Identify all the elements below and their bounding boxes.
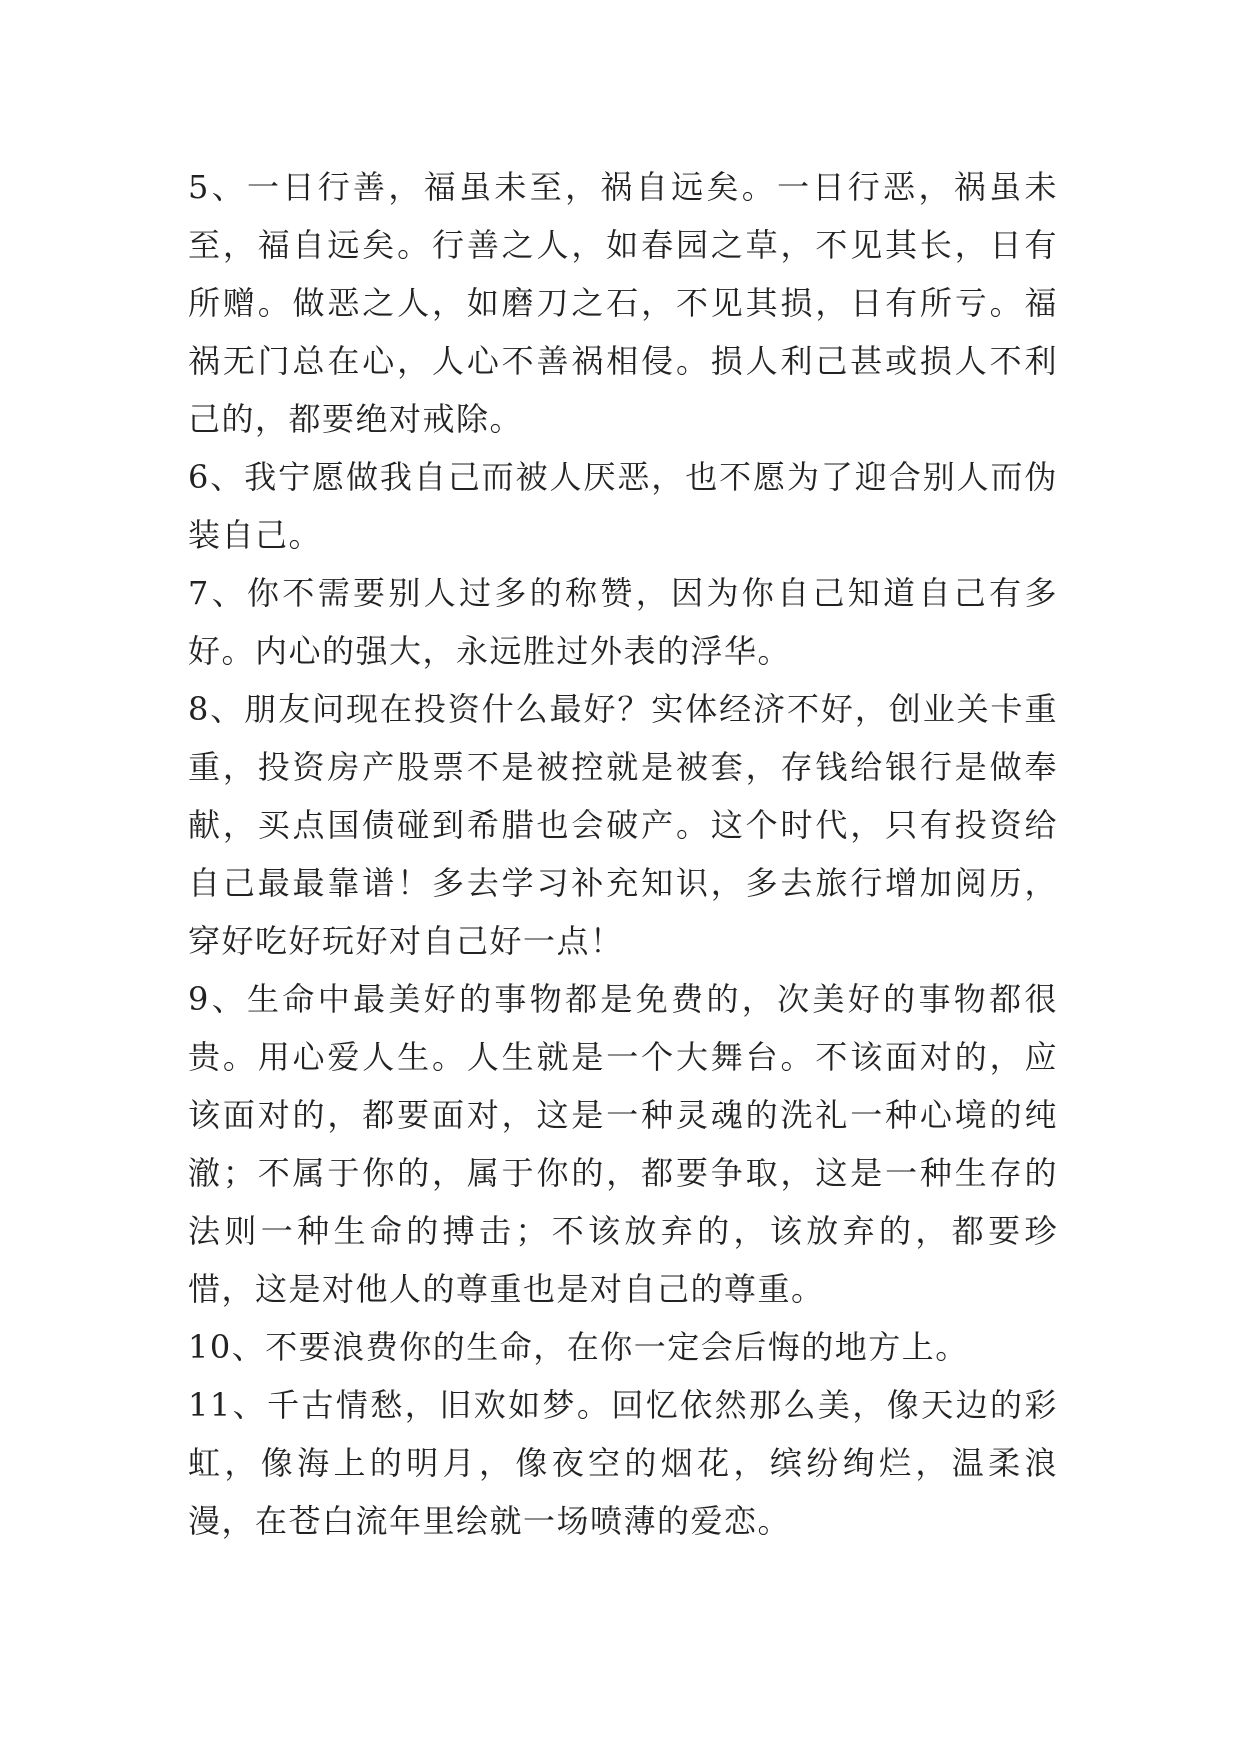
- paragraph-5: 5、一日行善，福虽未至，祸自远矣。一日行恶，祸虽未至，福自远矣。行善之人，如春园之草，不见其长，日有所赠。做恶之人，如磨刀之石，不见其损，日有所亏。福祸无门总在心，人心不善祸相侵。损人利己甚或损人不利己的，都要绝对戒除。: [188, 168, 1058, 438]
- paragraph-10: 10、不要浪费你的生命，在你一定会后悔的地方上。: [188, 1328, 969, 1366]
- paragraph-6: 6、我宁愿做我自己而被人厌恶，也不愿为了迎合别人而伪装自己。: [188, 458, 1058, 554]
- document-body: [188, 158, 1058, 1550]
- paragraph-7: 7、你不需要别人过多的称赞，因为你自己知道自己有多好。内心的强大，永远胜过外表的浮华。: [188, 574, 1058, 670]
- paragraph-11: 11、千古情愁，旧欢如梦。回忆依然那么美，像天边的彩虹，像海上的明月，像夜空的烟花，缤纷绚烂，温柔浪漫，在苍白流年里绘就一场喷薄的爱恋。: [188, 1386, 1058, 1540]
- paragraph-9: 9、生命中最美好的事物都是免费的，次美好的事物都很贵。用心爱人生。人生就是一个大舞台。不该面对的，应该面对的，都要面对，这是一种灵魂的洗礼一种心境的纯澈；不属于你的，属于你的，都要争取，这是一种生存的法则一种生命的搏击；不该放弃的，该放弃的，都要珍惜，这是对他人的尊重也是对自己的尊重。: [188, 980, 1058, 1308]
- paragraph-8: 8、朋友问现在投资什么最好？实体经济不好，创业关卡重重，投资房产股票不是被控就是被套，存钱给银行是做奉献，买点国债碰到希腊也会破产。这个时代，只有投资给自己最最靠谱！多去学习补充知识，多去旅行增加阅历，穿好吃好玩好对自己好一点！: [188, 690, 1058, 960]
